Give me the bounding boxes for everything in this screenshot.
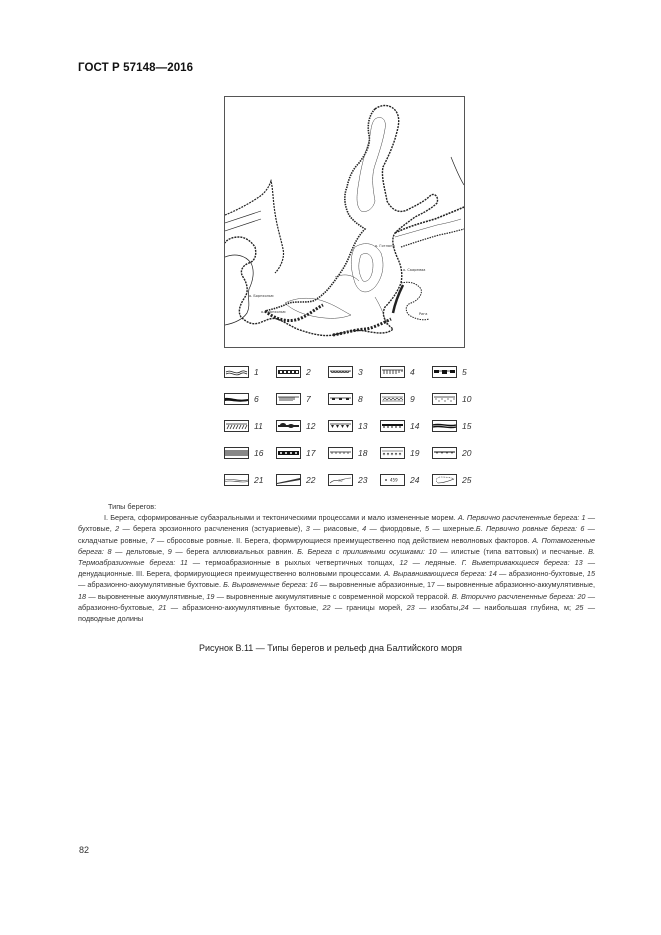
legend-item: 5 (432, 365, 484, 379)
caption-text-run: — абразионно-аккумулятивные бухтовые, (166, 602, 323, 612)
coast-type-icon (328, 393, 353, 405)
legend-item: 459 24 (380, 473, 432, 487)
coast-type-icon (328, 447, 353, 459)
legend-item: 10 (432, 392, 484, 406)
caption-body (78, 512, 595, 624)
coast-type-icon (276, 366, 301, 378)
legend-item: 14 (380, 419, 432, 433)
legend-item: 22 (276, 473, 328, 487)
caption-text-run: — изобаты, (414, 602, 461, 612)
coast-type-icon (328, 366, 353, 378)
caption-text-run: — денудационные. III. Берега, формирующиеся преимущественно волновыми процессами. (78, 558, 596, 579)
coast-type-icon (224, 393, 249, 405)
svg-text:Рига: Рига (419, 312, 428, 316)
caption-text-run: — бухтовые, (78, 513, 595, 534)
caption-text-run: — дельтовые, (111, 546, 168, 556)
caption-text-run: 17 (426, 580, 436, 590)
legend-item: 17 (276, 446, 328, 460)
map-label-1: о. Борнхольм (261, 310, 286, 314)
coast-type-icon (276, 474, 301, 486)
coast-type-icon (276, 420, 301, 432)
coast-type-icon (432, 393, 457, 405)
svg-text:70: 70 (338, 479, 343, 483)
caption-text-run: 15 (586, 569, 596, 579)
coast-type-icon (380, 447, 405, 459)
svg-text:о. Готланд: о. Готланд (375, 244, 395, 248)
legend-item: 70 23 (328, 473, 380, 487)
caption-text-run: Г. Выветривающиеся берега: 13 (461, 558, 583, 568)
caption-text-run: Б. Первично ровные берега: 6 (475, 524, 585, 534)
legend-item: 18 (328, 446, 380, 460)
coast-type-icon (380, 393, 405, 405)
caption-text-run: 12 (399, 558, 408, 568)
caption-text-run: А. Первично расчлененные берега: 1 (457, 513, 586, 523)
legend-item: 15 (432, 419, 484, 433)
caption-text-run: А. Выравнивающиеся берега: 14 (383, 569, 497, 579)
caption-text-run: А. Потамогенные берега: 8 (78, 535, 595, 556)
legend-item: 3 (328, 365, 380, 379)
caption-text-run: 19 (206, 591, 215, 601)
coast-type-icon (328, 474, 353, 486)
caption-text-run: — выровненные абразионные, (317, 580, 427, 590)
caption-text-run: 24 (460, 602, 469, 612)
caption-text-run: 3 (305, 524, 310, 534)
coast-type-icon (276, 447, 301, 459)
coast-type-icon (432, 447, 457, 459)
coast-type-icon (432, 366, 457, 378)
caption-text-run: В. Вторично расчлененные берега: 20 (451, 591, 586, 601)
caption-text-run: — складчатые ровные, (78, 524, 595, 545)
caption-text-run: — подводные долины (78, 602, 596, 624)
legend-item: 8 (328, 392, 380, 406)
legend-item: 2 (276, 365, 328, 379)
legend-item: 9 (380, 392, 432, 406)
coast-type-icon (432, 474, 457, 486)
legend-item: 25 (432, 473, 484, 487)
figure-caption (78, 501, 595, 624)
caption-text-run: 7 (150, 535, 155, 545)
caption-text-run: — илистые (типа ваттовых) и песчаные. (436, 546, 589, 556)
caption-text-run: 2 (115, 524, 120, 534)
caption-text-run: — выровненные аккумулятивные, (86, 591, 207, 601)
svg-text:459: 459 (390, 477, 398, 483)
caption-text-run: — наибольшая глубина, м; (468, 602, 576, 612)
caption-text-run: 5 (425, 524, 430, 534)
document-standard-header: ГОСТ Р 57148—2016 (78, 62, 194, 74)
caption-text-run: 21 (158, 602, 167, 612)
legend-item: 7 (276, 392, 328, 406)
caption-text-run: — риасовые, (309, 524, 363, 534)
coast-type-icon (276, 393, 301, 405)
coast-type-icon (328, 420, 353, 432)
caption-text-run: — ледяные. (407, 558, 462, 568)
map-legend (224, 365, 484, 487)
caption-text-run: — абразионно-аккумулятивные бухтовые. (78, 580, 224, 590)
legend-item: 16 (224, 446, 276, 460)
coast-type-icon (432, 420, 457, 432)
caption-text-run: 22 (322, 602, 331, 612)
legend-item: 11 (224, 419, 276, 433)
caption-text-run: 9 (167, 546, 172, 556)
coast-type-icon (380, 420, 405, 432)
caption-title: Типы берегов: (108, 502, 157, 511)
caption-text-run: Б. Берега с приливными осушками: 10 (297, 546, 437, 556)
legend-item: 12 (276, 419, 328, 433)
baltic-sea-map (224, 96, 465, 348)
caption-text-run: 4 (362, 524, 367, 534)
caption-text-run: — берега аллювиальных равнин. (171, 546, 298, 556)
legend-item: 13 (328, 419, 380, 433)
caption-text-run: — выровненные абразионно-аккумулятивные, (435, 580, 595, 590)
coast-type-icon (224, 420, 249, 432)
coast-type-icon (380, 366, 405, 378)
legend-item: 21 (224, 473, 276, 487)
legend-item: 6 (224, 392, 276, 406)
caption-text-run: — границы морей, (330, 602, 407, 612)
caption-text-run: Б. Выровненные берега: 16 (223, 580, 318, 590)
caption-text-run: I. Берега, сформированные субаэральными и тектоническими процессами и мало измененные морем. (104, 513, 458, 523)
caption-text-run: 18 (78, 591, 87, 601)
svg-text:о. Сааремаа: о. Сааремаа (403, 268, 426, 272)
map-graphic (225, 97, 464, 347)
coast-type-icon (380, 474, 405, 486)
coast-type-icon (224, 474, 249, 486)
caption-text-run: — абразионно-бухтовые, (496, 569, 587, 579)
caption-text-run: — абразионно-бухтовые, (78, 591, 595, 612)
caption-text-run: В. Термоабразионные берега: 11 (78, 546, 595, 568)
caption-text-run: — выровненные аккумулятивные с современной морской террасой. (214, 591, 452, 601)
legend-item: 1 (224, 365, 276, 379)
caption-text-run: 23 (406, 602, 415, 612)
figure-title: Рисунок В.11 — Типы берегов и рельеф дна Балтийского моря (199, 643, 462, 653)
page-number: 82 (79, 845, 90, 855)
legend-item: 4 (380, 365, 432, 379)
legend-item: 19 (380, 446, 432, 460)
caption-text-run: — фиордовые, (366, 524, 426, 534)
map-label-bornholm: о. Борнхольм (249, 294, 274, 298)
caption-text-run: 25 (575, 602, 584, 612)
legend-item: 20 (432, 446, 484, 460)
caption-text-run: — сбросовые ровные. II. Берега, формирующиеся преимущественно под действием неволновых факторов. (154, 535, 533, 545)
coast-type-icon (224, 447, 249, 459)
caption-text-run: — термоабразионные в рыхлых четвертичных толщах, (187, 558, 400, 568)
coast-type-icon (224, 366, 249, 378)
caption-text-run: — берега эрозионного расчленения (эстуариевые), (119, 524, 306, 534)
caption-text-run: — шхерные. (429, 524, 476, 534)
